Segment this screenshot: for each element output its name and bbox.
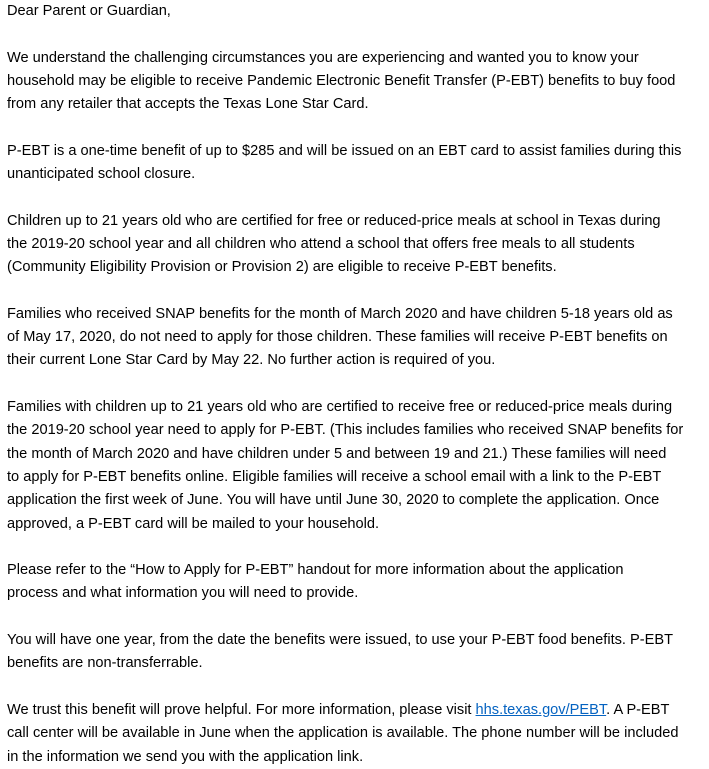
paragraph-line-with-link	[7, 699, 709, 722]
paragraph-line: from any retailer that accepts the Texas Lone Star Card.	[7, 96, 369, 113]
paragraph-line: their current Lone Star Card by May 22. No further action is required of you.	[7, 352, 496, 369]
pebt-website-link[interactable]: hhs.texas.gov/PEBT	[475, 701, 607, 718]
paragraph-line: the month of March 2020 and have children under 5 and between 19 and 21.) These families will need	[7, 445, 667, 462]
salutation-text: Dear Parent or Guardian,	[7, 3, 171, 19]
paragraph-line: to apply for P-EBT benefits online. Eligible families will receive a school email with a link to the P-EBT	[7, 468, 662, 485]
paragraph-line: household may be eligible to receive Pandemic Electronic Benefit Transfer (P-EBT) benefits to buy food	[7, 72, 676, 89]
paragraph-line: unanticipated school closure.	[7, 166, 196, 183]
salutation	[7, 0, 709, 23]
paragraph-line: benefits are non-transferrable.	[7, 655, 203, 672]
paragraph-line: approved, a P-EBT card will be mailed to your household.	[7, 515, 380, 532]
paragraph-line: Children up to 21 years old who are certified for free or reduced-price meals at school in Texas during	[7, 212, 661, 229]
paragraph-line: call center will be available in June when the application is available. The phone number will be included	[7, 725, 679, 742]
paragraph-line: application the first week of June. You will have until June 30, 2020 to complete the application. Once	[7, 492, 660, 509]
paragraph-line: Families who received SNAP benefits for the month of March 2020 and have children 5-18 years old as	[7, 305, 673, 322]
paragraph-closing-info	[7, 699, 709, 769]
paragraph-children-eligibility	[7, 210, 709, 280]
paragraph-line: process and what information you will need to provide.	[7, 585, 359, 602]
paragraph-snap-families	[7, 303, 709, 373]
paragraph-line: P-EBT is a one-time benefit of up to $285 and will be issued on an EBT card to assist families during this	[7, 142, 682, 159]
paragraph-line: You will have one year, from the date the benefits were issued, to use your P-EBT food benefits. P-EBT	[7, 632, 674, 649]
paragraph-line: the 2019-20 school year and all children who attend a school that offers free meals to all students	[7, 235, 635, 252]
paragraph-line: Families with children up to 21 years old who are certified to receive free or reduced-price meals during	[7, 399, 673, 416]
line-text-before-link: We trust this benefit will prove helpful. For more information, please visit	[7, 701, 476, 718]
paragraph-eligibility-intro	[7, 47, 709, 117]
paragraph-one-year-usage	[7, 629, 709, 676]
paragraph-line: Please refer to the “How to Apply for P-EBT” handout for more information about the application	[7, 562, 624, 579]
paragraph-line: in the information we send you with the application link.	[7, 748, 364, 765]
paragraph-benefit-amount	[7, 140, 709, 187]
line-text-after-link: . A P-EBT	[606, 701, 670, 718]
paragraph-line: (Community Eligibility Provision or Provision 2) are eligible to receive P-EBT benefits.	[7, 259, 557, 276]
paragraph-line: of May 17, 2020, do not need to apply for those children. These families will receive P-EBT benefits on	[7, 329, 668, 346]
paragraph-line: We understand the challenging circumstances you are experiencing and wanted you to know your	[7, 49, 639, 66]
paragraph-apply-instructions	[7, 396, 709, 536]
paragraph-handout-reference	[7, 559, 709, 606]
paragraph-line: the 2019-20 school year need to apply for P-EBT. (This includes families who received SNAP benefits for	[7, 422, 684, 439]
